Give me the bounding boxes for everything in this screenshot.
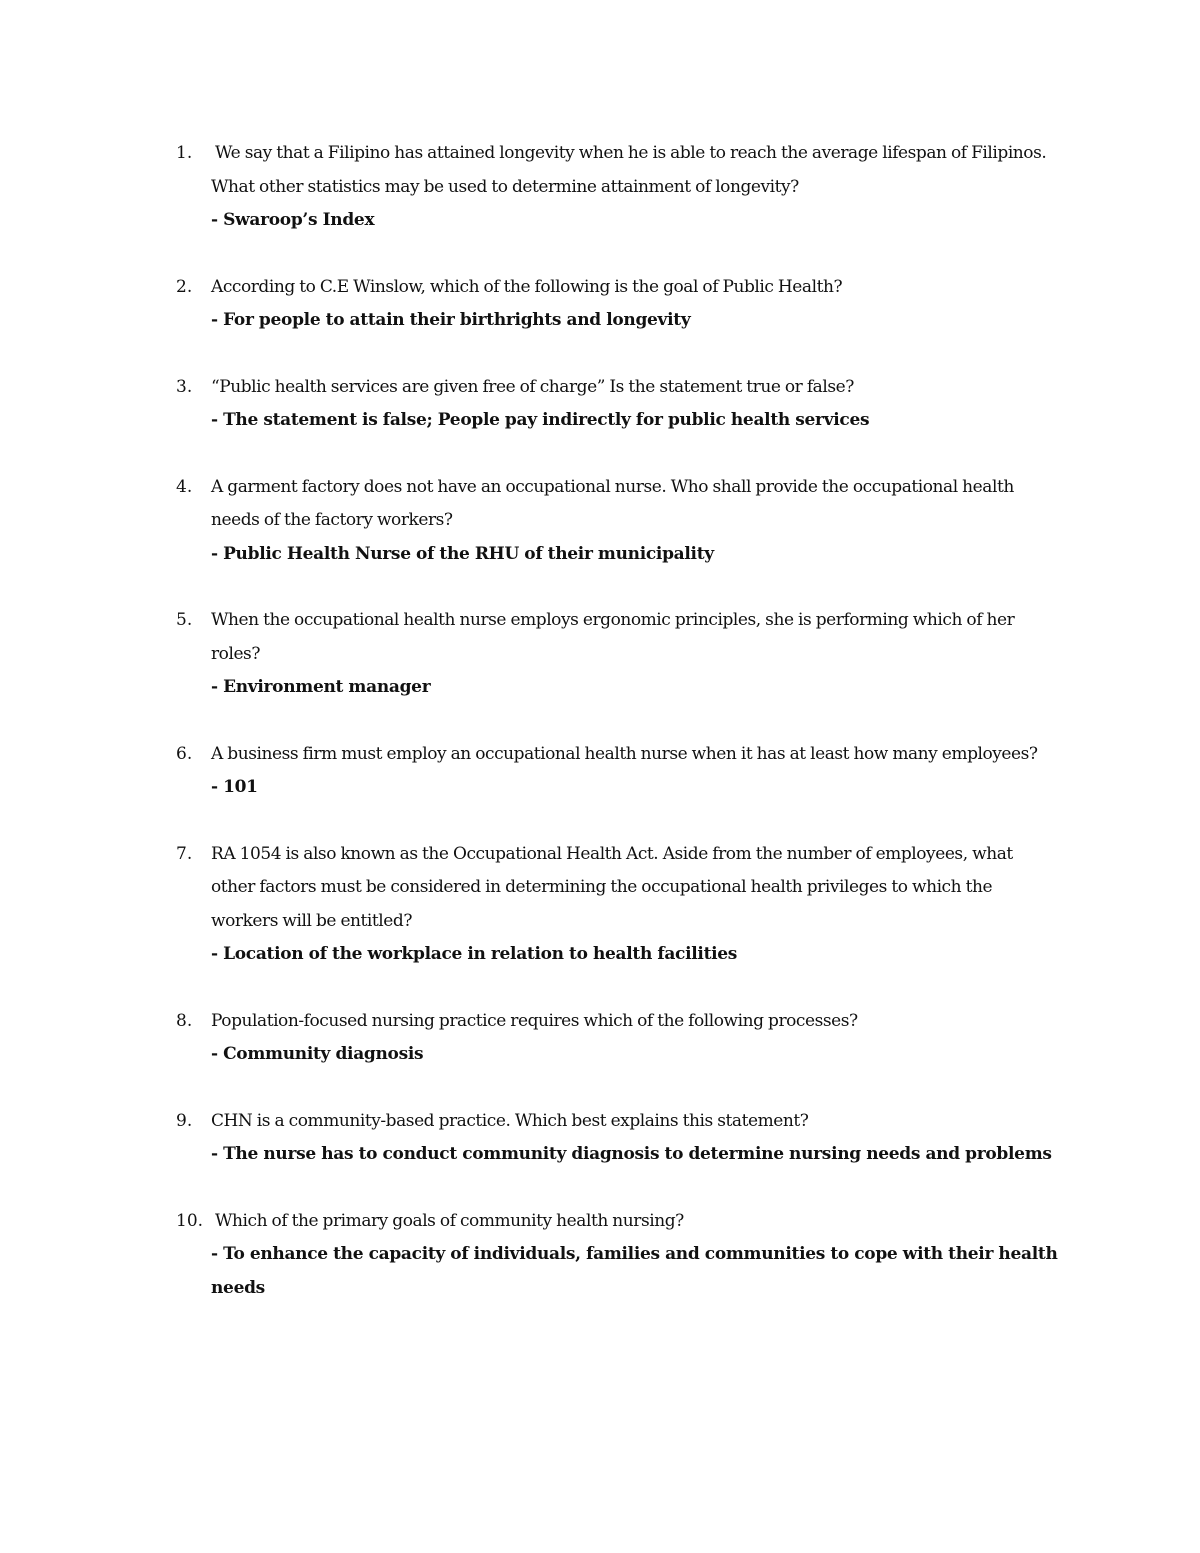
list-item	[170, 137, 1060, 238]
answer-text: - Public Health Nurse of the RHU of their municipality	[211, 543, 714, 564]
item-number: 8.	[176, 1010, 193, 1031]
answer-text: - Location of the workplace in relation to health facilities	[211, 944, 738, 964]
item-number: 6.	[176, 743, 193, 764]
item-number: 9.	[176, 1110, 193, 1131]
question-text: RA 1054 is also known as the Occupational Health Act. Aside from the number of employees, what other factors must be considered in determining the occupational health privileges to which the workers will be entitled?	[211, 843, 1013, 931]
item-number: 3.	[176, 376, 193, 397]
answer-text: - Community diagnosis	[211, 1044, 424, 1064]
answer-text: - The nurse has to conduct community diagnosis to determine nursing needs and problems	[211, 1144, 1052, 1164]
list-item	[170, 271, 1060, 338]
answer-text: - For people to attain their birthrights and longevity	[211, 310, 691, 330]
answer-text: - 101	[211, 777, 258, 797]
list-item	[170, 604, 1060, 705]
item-number: 2.	[176, 276, 193, 297]
list-item	[170, 1005, 1060, 1072]
item-number: 7.	[176, 843, 193, 864]
question-text: Population-focused nursing practice requires which of the following processes?	[211, 1010, 858, 1031]
answer-text: - Swaroop’s Index	[211, 210, 375, 230]
question-text: Which of the primary goals of community health nursing?	[215, 1210, 684, 1231]
item-number: 5.	[176, 610, 193, 630]
answer-text: - The statement is false; People pay indirectly for public health services	[211, 410, 870, 430]
question-answer-list	[170, 137, 1060, 1338]
item-number: 1.	[176, 143, 193, 163]
list-item	[170, 738, 1060, 805]
answer-text: - To enhance the capacity of individuals, families and communities to cope with their health needs	[211, 1244, 1058, 1298]
answer-text: - Environment manager	[211, 677, 431, 697]
item-number: 4.	[176, 476, 193, 497]
list-item	[170, 838, 1060, 972]
list-item	[170, 1105, 1060, 1172]
item-number: 10.	[176, 1210, 204, 1231]
question-text: We say that a Filipino has attained longevity when he is able to reach the average lifespan of Filipinos. What other statistics may be used to determine attainment of longevity?	[211, 143, 1047, 197]
question-text: When the occupational health nurse employs ergonomic principles, she is performing which of her roles?	[211, 610, 1015, 664]
question-text: CHN is a community-based practice. Which best explains this statement?	[211, 1110, 809, 1131]
question-text: According to C.E Winslow, which of the following is the goal of Public Health?	[211, 276, 843, 297]
list-item	[170, 471, 1060, 572]
question-text: A business firm must employ an occupational health nurse when it has at least how many employees?	[211, 743, 1038, 764]
list-item	[170, 1205, 1060, 1306]
question-text: A garment factory does not have an occupational nurse. Who shall provide the occupational health needs of the factory workers?	[211, 476, 1014, 530]
question-text: “Public health services are given free of charge” Is the statement true or false?	[211, 376, 854, 397]
list-item	[170, 371, 1060, 438]
